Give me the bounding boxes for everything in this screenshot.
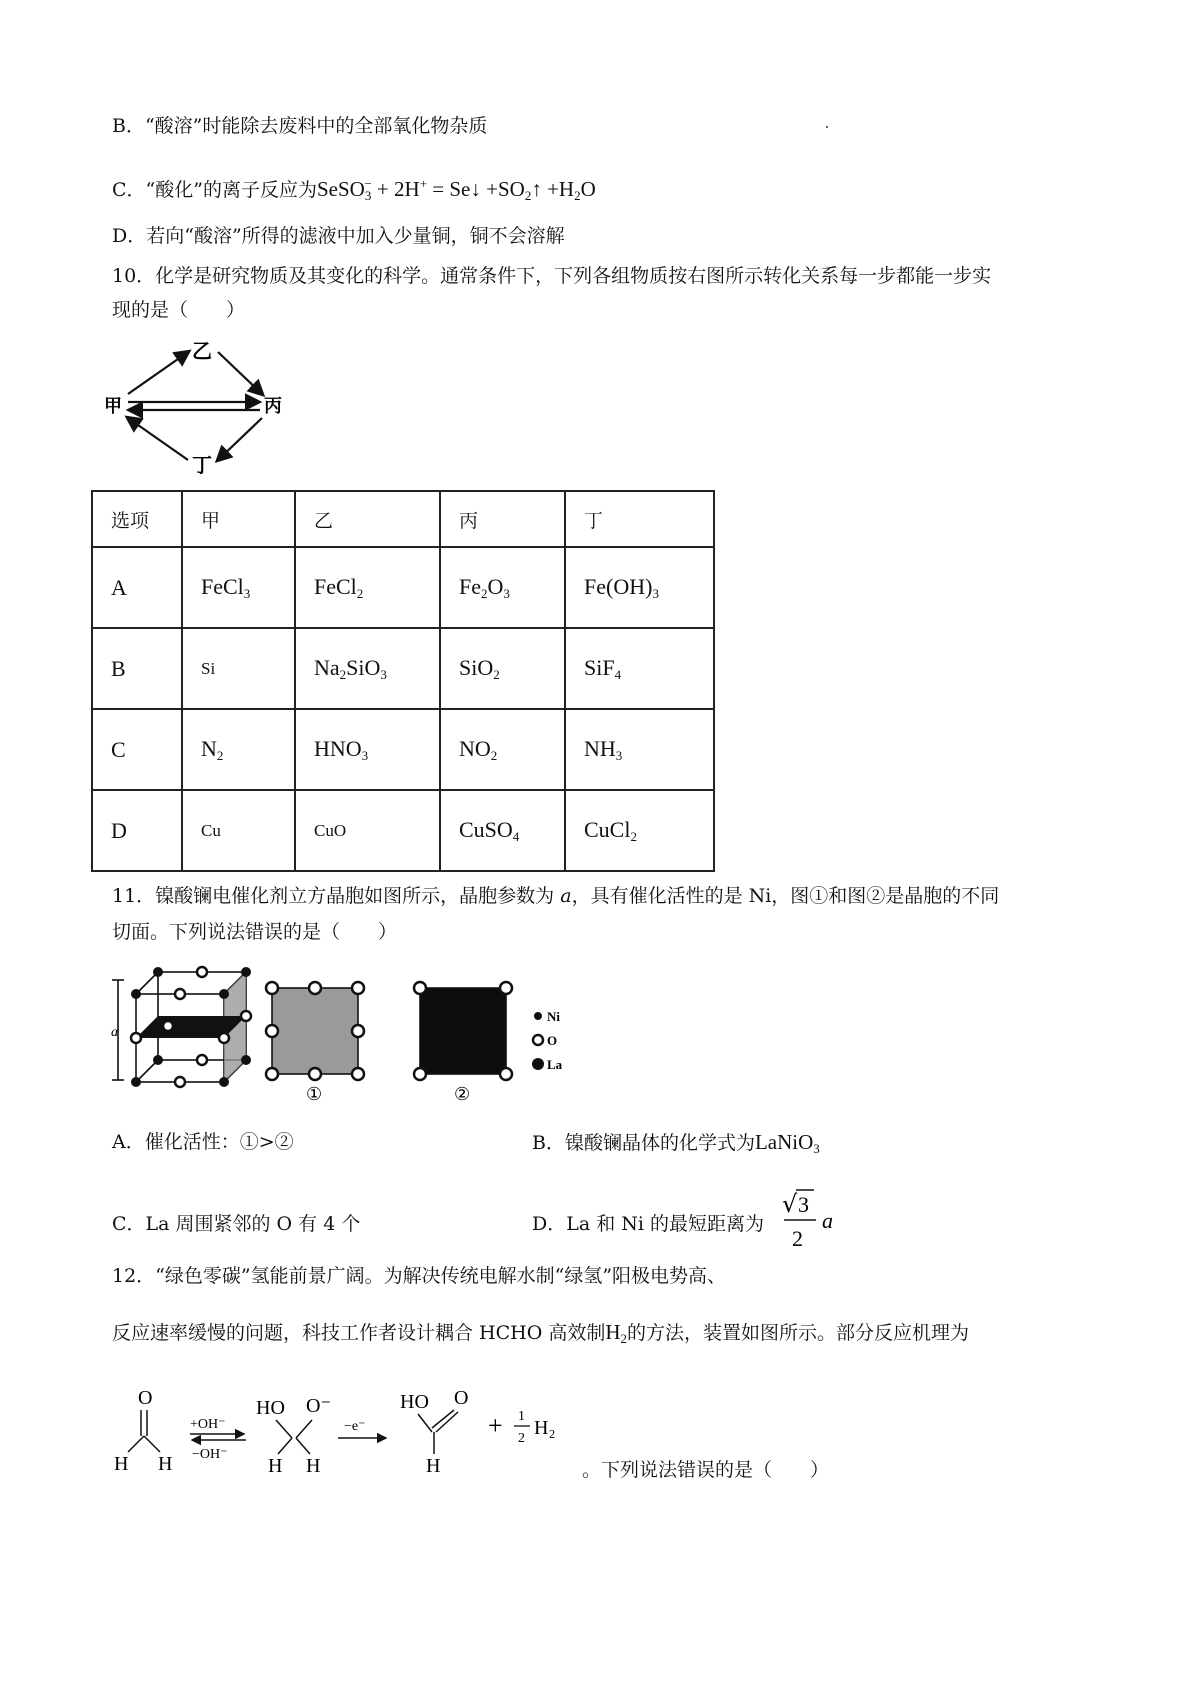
q12-stem-line2: 反应速率缓慢的问题，科技工作者设计耦合 HCHO 高效制$H_2$的方法，装置如图所示。部分反应机理为	[112, 1320, 970, 1346]
q11-stem-line1: 11．镍酸镧电催化剂立方晶胞如图所示，晶胞参数为 a，具有催化活性的是 Ni，图①和图②是晶胞的不同	[112, 885, 1000, 907]
formic-o: O	[454, 1387, 469, 1409]
plus-oh-label: +OH⁻	[190, 1417, 226, 1432]
row-label: D	[92, 790, 182, 871]
diagram-node-right: 丙	[264, 396, 282, 417]
table-header-cell: 丙	[440, 491, 565, 547]
lattice-parameter: a	[560, 885, 572, 907]
formaldehyde-h-right: H	[158, 1453, 173, 1475]
table-cell: SiO$_2$	[440, 628, 565, 709]
table-cell: SiF$_4$	[565, 628, 714, 709]
table-row	[92, 547, 714, 628]
table-header-cell: 乙	[295, 491, 440, 547]
table-cell: $Fe_2O_3$	[440, 547, 565, 628]
q11-option-a: A．催化活性：①>②	[112, 1131, 294, 1153]
table-cell: Si	[182, 628, 295, 709]
table-cell: $NH_3$	[565, 709, 714, 790]
intermediate-o-minus: O⁻	[306, 1395, 331, 1417]
fraction-radicand: 3	[798, 1192, 809, 1217]
q11-option-d-fraction	[780, 1182, 840, 1254]
q11-crystal-figure	[108, 958, 628, 1106]
q9-option-d: D．若向“酸溶”所得的滤液中加入少量铜，铜不会溶解	[112, 225, 565, 247]
q12-stem-line1: 12．“绿色零碳”氢能前景广阔。为解决传统电解水制“绿氢”阳极电势高、	[112, 1265, 727, 1287]
table-row	[92, 790, 714, 871]
table-cell: $HNO_3$	[295, 709, 440, 790]
table-cell: CuCl$_2$	[565, 790, 714, 871]
half-num: 1	[518, 1409, 525, 1424]
half-den: 2	[518, 1431, 525, 1446]
q10-conversion-diagram	[100, 336, 300, 478]
diagram-node-top: 乙	[192, 339, 212, 363]
diagram-node-left: 甲	[104, 396, 122, 417]
q10-stem-line2: 现的是（ ）	[112, 299, 246, 321]
table-cell: FeCl$_2$	[295, 547, 440, 628]
fraction-variable: a	[822, 1208, 833, 1233]
legend-la: La	[547, 1057, 563, 1072]
legend-la-dot	[532, 1058, 544, 1070]
legend-ni-dot	[534, 1012, 542, 1020]
q10-options-table	[91, 490, 715, 872]
table-row	[92, 628, 714, 709]
formic-h: H	[426, 1455, 441, 1477]
table-header-cell: 选项	[92, 491, 182, 547]
table-row	[92, 709, 714, 790]
q11-option-c: C．La 周围紧邻的 O 有 4 个	[112, 1213, 361, 1235]
q12-mechanism-diagram	[108, 1380, 608, 1488]
section-label-2: ②	[454, 1084, 471, 1105]
formaldehyde-h-left: H	[114, 1453, 129, 1475]
intermediate-ho: HO	[256, 1397, 285, 1419]
q11-option-b: B．镍酸镧晶体的化学式为LaNiO$_3$	[532, 1130, 820, 1156]
q9-option-c-formula: SeSO$_3$− + 2H+ = Se↓ $+SO_2↑ +H_2O$	[316, 176, 596, 203]
table-cell: FeCl$_3$	[182, 547, 295, 628]
row-label: A	[92, 547, 182, 628]
table-cell: $Na_2SiO_3$	[295, 628, 440, 709]
q9-option-b: B．“酸溶”时能除去废料中的全部氧化物杂质	[112, 115, 488, 137]
row-label: C	[92, 709, 182, 790]
legend-ni: Ni	[547, 1009, 560, 1024]
minus-e-label: −e⁻	[344, 1419, 366, 1434]
row-label: B	[92, 628, 182, 709]
intermediate-h-left: H	[268, 1455, 283, 1477]
table-cell: $Fe(OH)_3$	[565, 547, 714, 628]
formic-ho: HO	[400, 1391, 429, 1413]
legend-o: O	[547, 1033, 558, 1048]
section-label-1: ①	[306, 1084, 323, 1105]
axis-label-a: a	[111, 1025, 118, 1040]
table-header-cell: 丁	[565, 491, 714, 547]
table-cell: $NO_2$	[440, 709, 565, 790]
table-cell: CuO	[295, 790, 440, 871]
q10-stem-line1: 10．化学是研究物质及其变化的科学。通常条件下，下列各组物质按右图所示转化关系每一步都能一步实	[112, 265, 992, 287]
formaldehyde-o: O	[138, 1387, 153, 1409]
scan-speck	[826, 126, 828, 128]
table-header-cell: 甲	[182, 491, 295, 547]
legend-o-dot	[533, 1035, 543, 1045]
table-cell: Cu	[182, 790, 295, 871]
intermediate-h-right: H	[306, 1455, 321, 1477]
h2-product: H₂	[534, 1417, 556, 1439]
svg-text:√: √	[782, 1190, 798, 1218]
table-header-row	[92, 491, 714, 547]
diagram-node-bottom: 丁	[192, 453, 212, 477]
table-cell: $N_2$	[182, 709, 295, 790]
table-cell: CuSO$_4$	[440, 790, 565, 871]
q11-option-d: D．La 和 Ni 的最短距离为	[532, 1213, 764, 1235]
q9-option-c	[112, 170, 596, 210]
plus-sign: +	[488, 1411, 503, 1440]
q11-stem-line2: 切面。下列说法错误的是（ ）	[112, 921, 398, 943]
fraction-denominator: 2	[792, 1226, 803, 1251]
q12-stem-line3: 。下列说法错误的是（ ）	[582, 1459, 830, 1481]
minus-oh-label: −OH⁻	[192, 1447, 228, 1462]
q9-option-c-prefix: C．“酸化”的离子反应为	[112, 179, 317, 201]
